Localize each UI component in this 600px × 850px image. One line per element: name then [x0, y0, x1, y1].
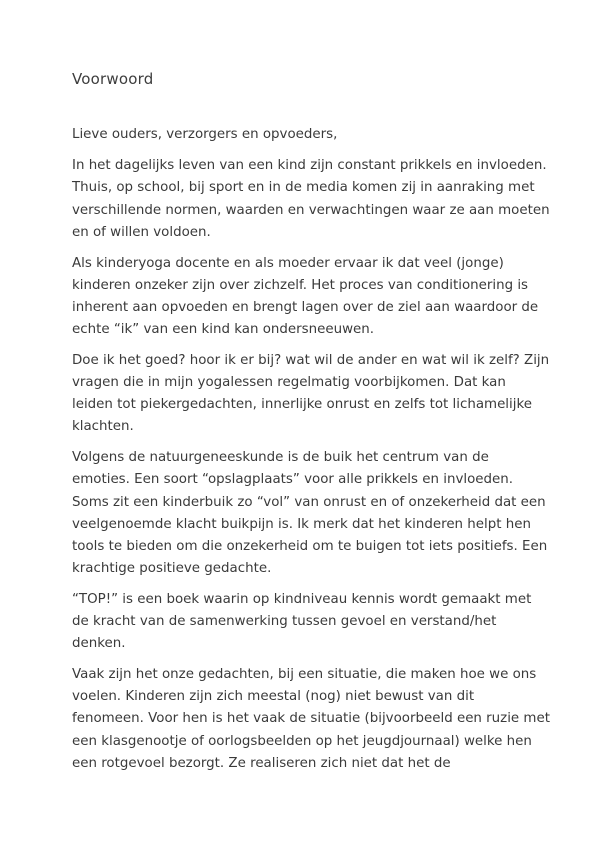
paragraph-3: Doe ik het goed? hoor ik er bij? wat wil de ander en wat wil ik zelf? Zijn vragen die in mijn yogalessen regelmatig voorbijkomen. Dat kan leiden tot piekergedachten, innerlijke onrust en zelfs tot lichamelijke klachten.	[72, 352, 550, 435]
body-text	[72, 124, 550, 783]
paragraph-1: In het dagelijks leven van een kind zijn constant prikkels en invloeden. Thuis, op school, bij sport en in de media komen zij in aanraking met verschillende normen, waarden en verwachtingen waar ze aan moeten en of willen voldoen.	[72, 158, 550, 240]
paragraph-2: Als kinderyoga docente en als moeder ervaar ik dat veel (jonge) kinderen onzeker zijn over zichzelf. Het proces van conditionering is inherent aan opvoeden en brengt lagen over de ziel aan waardoor de echte “ik” van een kind kan ondersneeuwen.	[72, 255, 539, 338]
paragraph-4: Volgens de natuurgeneeskunde is de buik het centrum van de emoties. Een soort “opslagplaats” voor alle prikkels en invloeden. Soms zit een kinderbuik zo “vol” van onrust en of onzekerheid dat een veelgenoemde klacht buikpijn is. Ik merk dat het kinderen helpt hen tools te bieden om die onzekerheid om te buigen tot iets positiefs. Een krachtige positieve gedachte.	[72, 450, 548, 577]
paragraph-5: “TOP!” is een boek waarin op kindniveau kennis wordt gemaakt met de kracht van de samenwerking tussen gevoel en verstand/het denken.	[72, 591, 532, 652]
salutation: Lieve ouders, verzorgers en opvoeders,	[72, 127, 338, 142]
paragraph-6: Vaak zijn het onze gedachten, bij een situatie, die maken hoe we ons voelen. Kinderen zijn zich meestal (nog) niet bewust van dit fenomeen. Voor hen is het vaak de situatie (bijvoorbeeld een ruzie met een klasgenootje of oorlogsbeelden op het jeugdjournaal) welke hen een rotgevoel bezorgt. Ze realiseren zich niet dat het de	[72, 666, 550, 771]
page-title: Voorwoord	[72, 70, 154, 88]
